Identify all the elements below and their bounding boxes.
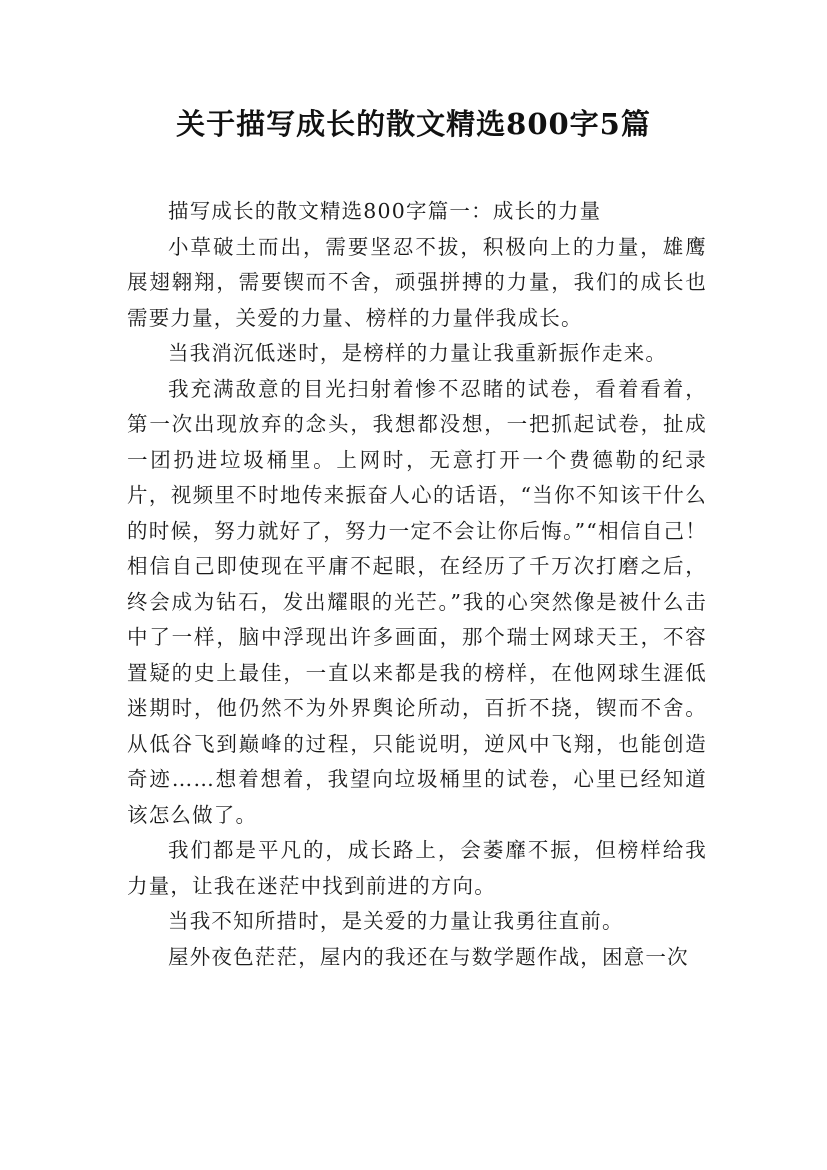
paragraph: 当我不知所措时，是关爱的力量让我勇往直前。 xyxy=(168,909,624,933)
paragraph: 屋外夜色茫茫，屋内的我还在与数学题作战，困意一次 xyxy=(168,944,689,969)
section-heading: 描写成长的散文精选800字篇一：成长的力量 xyxy=(168,199,602,223)
paragraph: 我充满敌意的目光扫射着惨不忍睹的试卷，看着看着，第一次出现放弃的念头，我想都没想，一把抓起试卷，扯成一团扔进垃圾桶里。上网时，无意打开一个费德勒的纪录片，视频里不时地传来振奋人心的话语，“当你不知该干什么的时候，努力就好了，努力一定不会让你后悔。”“相信自己！相信自己即使现在平庸不起眼，在经历了千万次打磨之后，终会成为钻石，发出耀眼的光芒。”我的心突然像是被什么击中了一样，脑中浮现出许多画面，那个瑞士网球天王，不容置疑的史上最佳，一直以来都是我的榜样，在他网球生涯低迷期时，他仍然不为外界舆论所动，百折不挠，锲而不舍。从低谷飞到巅峰的过程，只能说明，逆风中飞翔，也能创造奇迹……想着想着，我望向垃圾桶里的试卷，心里已经知道该怎么做了。 xyxy=(127,376,707,827)
document-body xyxy=(127,194,707,975)
paragraph: 我们都是平凡的，成长路上，会萎靡不振，但榜样给我力量，让我在迷茫中找到前进的方向。 xyxy=(127,838,707,898)
paragraph: 小草破土而出，需要坚忍不拔，积极向上的力量，雄鹰展翅翱翔，需要锲而不舍，顽强拼搏的力量，我们的成长也需要力量，关爱的力量、榜样的力量伴我成长。 xyxy=(127,234,707,330)
paragraph: 当我消沉低迷时，是榜样的力量让我重新振作走来。 xyxy=(168,341,668,365)
document-title: 关于描写成长的散文精选800字5篇 xyxy=(176,107,651,141)
